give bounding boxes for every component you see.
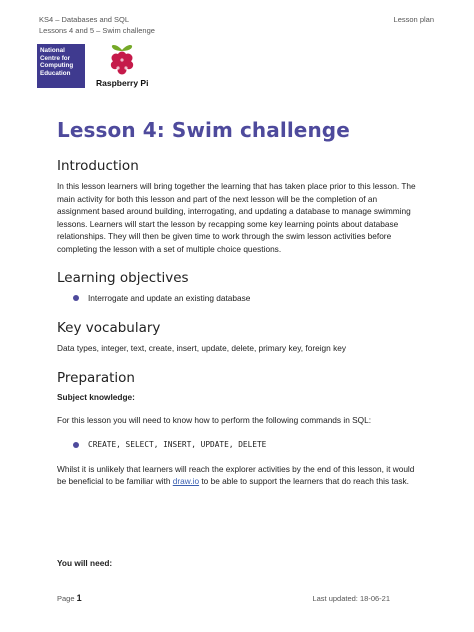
objectives-heading: Learning objectives xyxy=(57,269,189,286)
footer-page xyxy=(57,593,82,603)
drawio-link[interactable]: draw.io xyxy=(172,476,200,487)
list-item xyxy=(73,292,420,304)
raspberry-pi-label: Raspberry Pi xyxy=(96,78,149,88)
raspberry-pi-logo xyxy=(96,42,148,88)
ncce-logo-line: Centre for xyxy=(40,54,71,62)
vocabulary-heading: Key vocabulary xyxy=(57,319,161,336)
subject-knowledge-label: Subject knowledge: xyxy=(57,392,135,403)
sql-commands: CREATE, SELECT, INSERT, UPDATE, DELETE xyxy=(88,439,267,449)
objective-text: Interrogate and update an existing database xyxy=(88,292,251,303)
header-doc-type: Lesson plan xyxy=(393,15,434,24)
note-text-start: Whilst it is unlikely that learners will reach the explorer activities by the end of this lesson, it would be beneficial to be familiar with xyxy=(57,463,415,487)
footer-updated: Last updated: 18-06-21 xyxy=(312,594,390,603)
page-label: Page xyxy=(57,594,77,603)
ncce-logo-line: Education xyxy=(40,69,71,77)
bullet-dot-icon xyxy=(73,442,79,448)
raspberry-icon xyxy=(107,42,137,76)
ncce-logo-line: National xyxy=(40,47,65,54)
note-text-end: to be able to support the learners that do reach this task. xyxy=(199,476,409,487)
ncce-logo xyxy=(37,44,85,88)
list-item xyxy=(73,439,420,451)
header-lessons: Lessons 4 and 5 – Swim challenge xyxy=(39,26,155,35)
vocabulary-text: Data types, integer, text, create, insert, update, delete, primary key, foreign key xyxy=(57,342,347,353)
header-left xyxy=(39,14,155,36)
objectives-list xyxy=(57,292,420,304)
preparation-note xyxy=(57,463,420,488)
ncce-logo-line: Computing xyxy=(40,62,74,69)
page-title: Lesson 4: Swim challenge xyxy=(57,118,350,142)
bullet-dot-icon xyxy=(73,295,79,301)
header-course: KS4 – Databases and SQL xyxy=(39,15,130,24)
introduction-heading: Introduction xyxy=(57,158,139,174)
preparation-text: For this lesson you will need to know how to perform the following commands in SQL: xyxy=(57,415,372,426)
you-will-need-label: You will need: xyxy=(57,558,113,568)
introduction-text: In this lesson learners will bring together the learning that has taken place prior to this lesson. The main activity for both this lesson and part of the next lesson will be the completion of an assignment based around building, interrogating, and updating a database to manage swimming lessons. Learners will start the lesson by recapping some key learning points about database relationships. They will then be given time to work through the swim lesson activities before completing the lesson with a set of multiple choice questions. xyxy=(57,181,416,254)
lesson-content xyxy=(57,118,420,488)
preparation-heading: Preparation xyxy=(57,370,135,387)
page-number: 1 xyxy=(76,593,82,603)
